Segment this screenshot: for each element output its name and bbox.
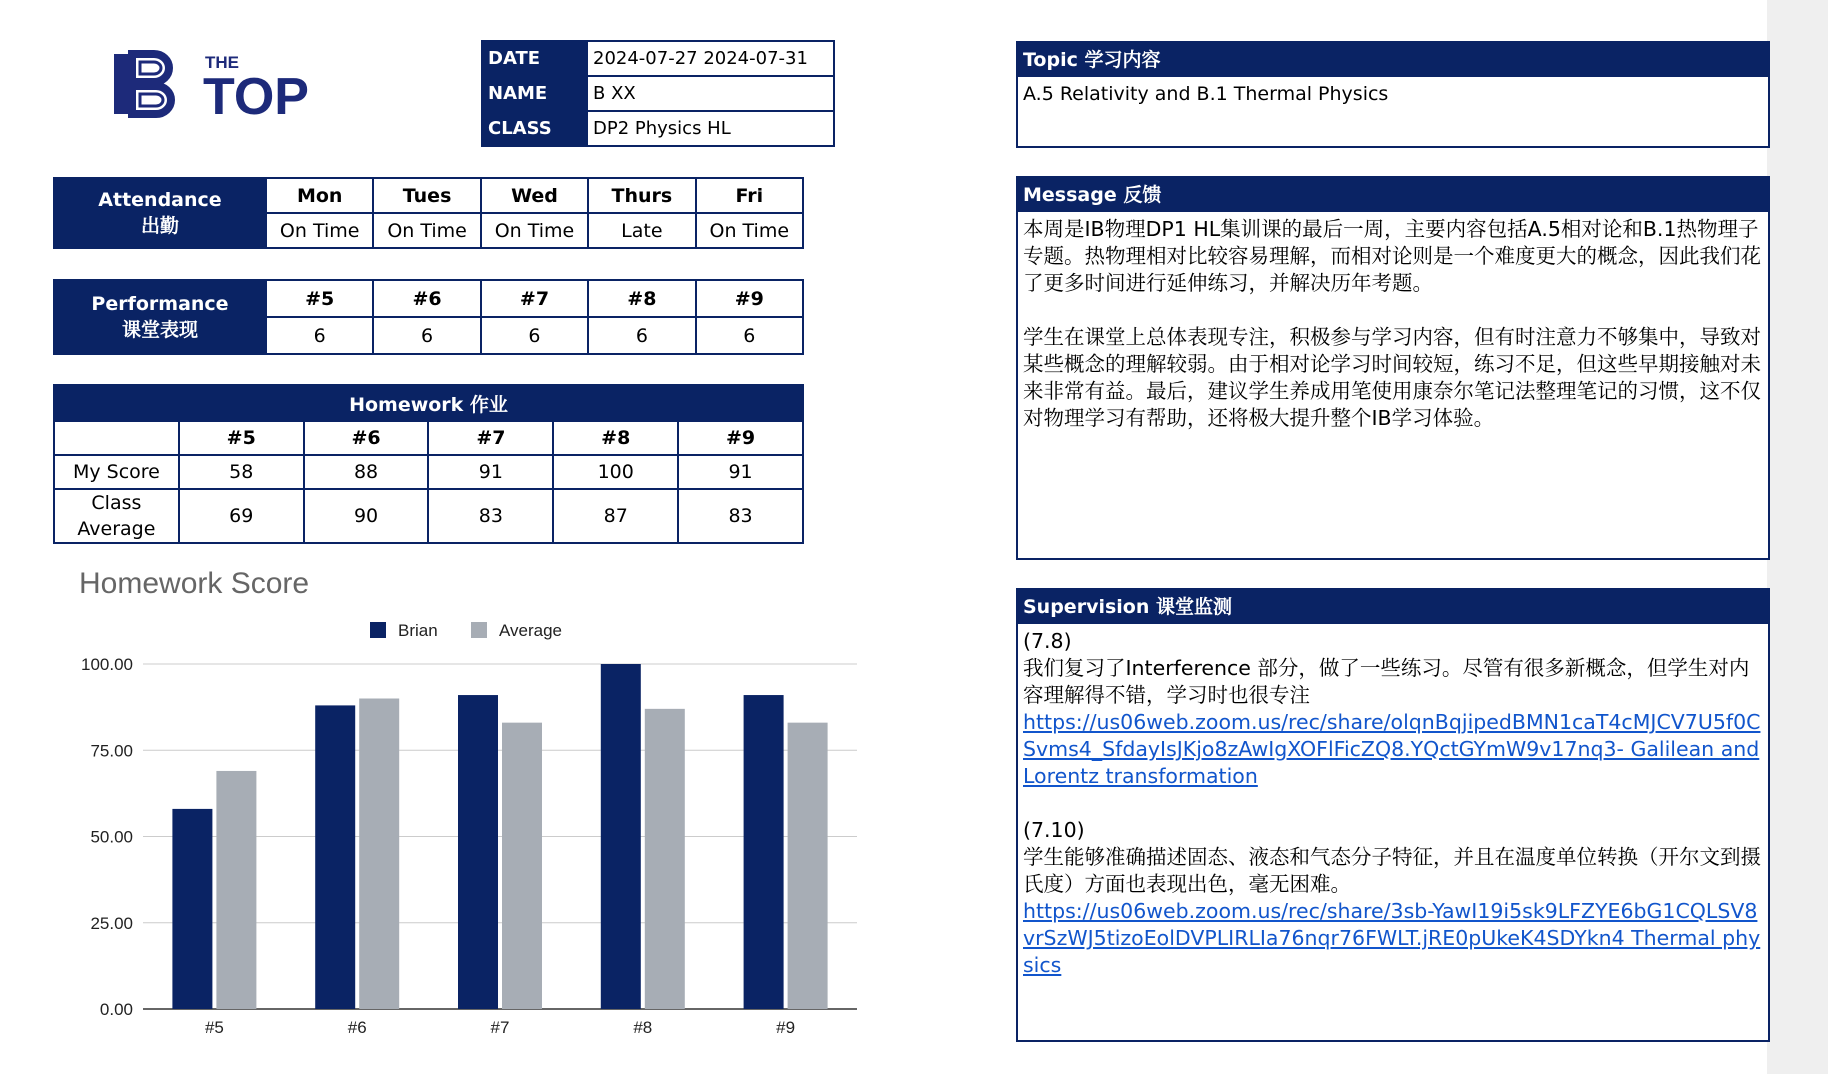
lesson-header: #6 <box>304 421 429 455</box>
class-average-cell: 87 <box>553 489 678 543</box>
homework-title: Homework 作业 <box>54 385 803 421</box>
topic-panel <box>1016 41 1770 148</box>
day-header: Fri <box>696 178 803 213</box>
legend-label: Average <box>499 621 563 640</box>
attendance-status: On Time <box>481 213 588 248</box>
bar-average <box>645 709 685 1009</box>
y-tick-label: 75.00 <box>90 741 133 761</box>
lesson-header: #9 <box>678 421 803 455</box>
attendance-status: On Time <box>266 213 373 248</box>
attendance-table <box>53 177 804 249</box>
my-score-cell: 100 <box>553 455 678 489</box>
svg-text:THE: THE <box>205 53 239 72</box>
bar-average <box>216 771 256 1009</box>
topic-content: A.5 Relativity and B.1 Thermal Physics <box>1023 83 1389 105</box>
empty-header-cell <box>54 421 179 455</box>
performance-score: 6 <box>266 317 373 354</box>
lesson-header: #7 <box>428 421 553 455</box>
lesson-header: #8 <box>553 421 678 455</box>
recording-link[interactable]: https://us06web.zoom.us/rec/share/olqnBqjipedBMN1caT4cMJCV7U5f0CSvms4_SfdayIsJKjo8zAwIgXOFlFicZQ8.YQctGYmW9v17nq3- Galilean and Lorentz transformation <box>1023 710 1761 788</box>
name-label: NAME <box>482 76 587 111</box>
lesson-header: #6 <box>373 280 480 317</box>
date-value: 2024-07-27 2024-07-31 <box>587 41 834 76</box>
x-tick-label: #6 <box>347 1018 367 1037</box>
entry-date: (7.8) <box>1023 629 1072 653</box>
legend-swatch <box>370 622 386 638</box>
bar-average <box>788 723 828 1009</box>
class-average-cell: 83 <box>678 489 803 543</box>
performance-score: 6 <box>588 317 695 354</box>
supervision-panel <box>1016 588 1770 1042</box>
x-tick-label: #9 <box>776 1018 796 1037</box>
day-header: Mon <box>266 178 373 213</box>
message-title: Message 反馈 <box>1018 178 1768 212</box>
ib-the-top-logo <box>110 48 330 123</box>
y-tick-label: 25.00 <box>90 913 133 933</box>
class-average-label: Class Average <box>54 489 179 543</box>
performance-label: Performance 课堂表现 <box>54 280 266 354</box>
recording-link[interactable]: https://us06web.zoom.us/rec/share/3sb-YawI19i5sk9LFZYE6bG1CQLSV8vrSzWJ5tizoEolDVPLIRLIa76nqr76FWLT.jRE0pUkeK4SDYkn4 Thermal physics <box>1023 899 1761 977</box>
class-average-cell: 69 <box>179 489 304 543</box>
class-label: CLASS <box>482 111 587 146</box>
y-tick-label: 50.00 <box>90 827 133 847</box>
bar-average <box>502 723 542 1009</box>
lesson-header: #9 <box>696 280 803 317</box>
message-panel <box>1016 176 1770 560</box>
x-tick-label: #5 <box>204 1018 224 1037</box>
supervision-title: Supervision 课堂监测 <box>1018 590 1768 624</box>
y-tick-label: 0.00 <box>99 1000 133 1019</box>
bar-average <box>359 699 399 1010</box>
bar-brian <box>744 695 784 1009</box>
performance-table <box>53 279 804 355</box>
performance-score: 6 <box>481 317 588 354</box>
class-average-cell: 90 <box>304 489 429 543</box>
svg-text:TOP: TOP <box>203 68 309 123</box>
attendance-status: On Time <box>373 213 480 248</box>
lesson-header: #5 <box>179 421 304 455</box>
entry-text: 我们复习了Interference 部分，做了一些练习。尽管有很多新概念，但学生对内容理解得不错，学习时也很专注 <box>1023 656 1750 707</box>
bar-brian <box>172 809 212 1009</box>
right-margin-strip <box>1767 0 1828 1074</box>
bar-brian <box>601 664 641 1009</box>
legend-label: Brian <box>398 621 438 640</box>
my-score-cell: 88 <box>304 455 429 489</box>
my-score-cell: 91 <box>678 455 803 489</box>
topic-title: Topic 学习内容 <box>1018 43 1768 77</box>
name-value: B XX <box>587 76 834 111</box>
lesson-header: #5 <box>266 280 373 317</box>
my-score-label: My Score <box>54 455 179 489</box>
day-header: Wed <box>481 178 588 213</box>
x-tick-label: #7 <box>490 1018 510 1037</box>
legend-swatch <box>471 622 487 638</box>
homework-table <box>53 384 804 544</box>
student-info-table <box>481 40 835 147</box>
attendance-status: On Time <box>696 213 803 248</box>
my-score-cell: 91 <box>428 455 553 489</box>
attendance-status: Late <box>588 213 695 248</box>
class-value: DP2 Physics HL <box>587 111 834 146</box>
bar-brian <box>458 695 498 1009</box>
homework-score-chart <box>60 560 880 1060</box>
message-paragraph: 本周是IB物理DP1 HL集训课的最后一周，主要内容包括A.5相对论和B.1热物理子专题。热物理相对比较容易理解，而相对论则是一个难度更大的概念，因此我们花了更多时间进行延伸练习，并解决历年考题。 <box>1023 217 1761 295</box>
bar-brian <box>315 705 355 1009</box>
my-score-cell: 58 <box>179 455 304 489</box>
entry-date: (7.10) <box>1023 818 1085 842</box>
entry-text: 学生能够准确描述固态、液态和气态分子特征，并且在温度单位转换（开尔文到摄氏度）方面也表现出色，毫无困难。 <box>1023 845 1761 896</box>
x-tick-label: #8 <box>633 1018 653 1037</box>
performance-score: 6 <box>696 317 803 354</box>
message-paragraph: 学生在课堂上总体表现专注，积极参与学习内容，但有时注意力不够集中，导致对某些概念的理解较弱。由于相对论学习时间较短，练习不足，但这些早期接触对未来非常有益。最后，建议学生养成用笔使用康奈尔笔记法整理笔记的习惯，这不仅对物理学习有帮助，还将极大提升整个IB学习体验。 <box>1023 325 1761 430</box>
class-average-cell: 83 <box>428 489 553 543</box>
lesson-header: #8 <box>588 280 695 317</box>
performance-score: 6 <box>373 317 480 354</box>
day-header: Thurs <box>588 178 695 213</box>
date-label: DATE <box>482 41 587 76</box>
lesson-header: #7 <box>481 280 588 317</box>
chart-title: Homework Score <box>79 567 310 600</box>
day-header: Tues <box>373 178 480 213</box>
y-tick-label: 100.00 <box>81 655 133 674</box>
attendance-label: Attendance 出勤 <box>54 178 266 248</box>
